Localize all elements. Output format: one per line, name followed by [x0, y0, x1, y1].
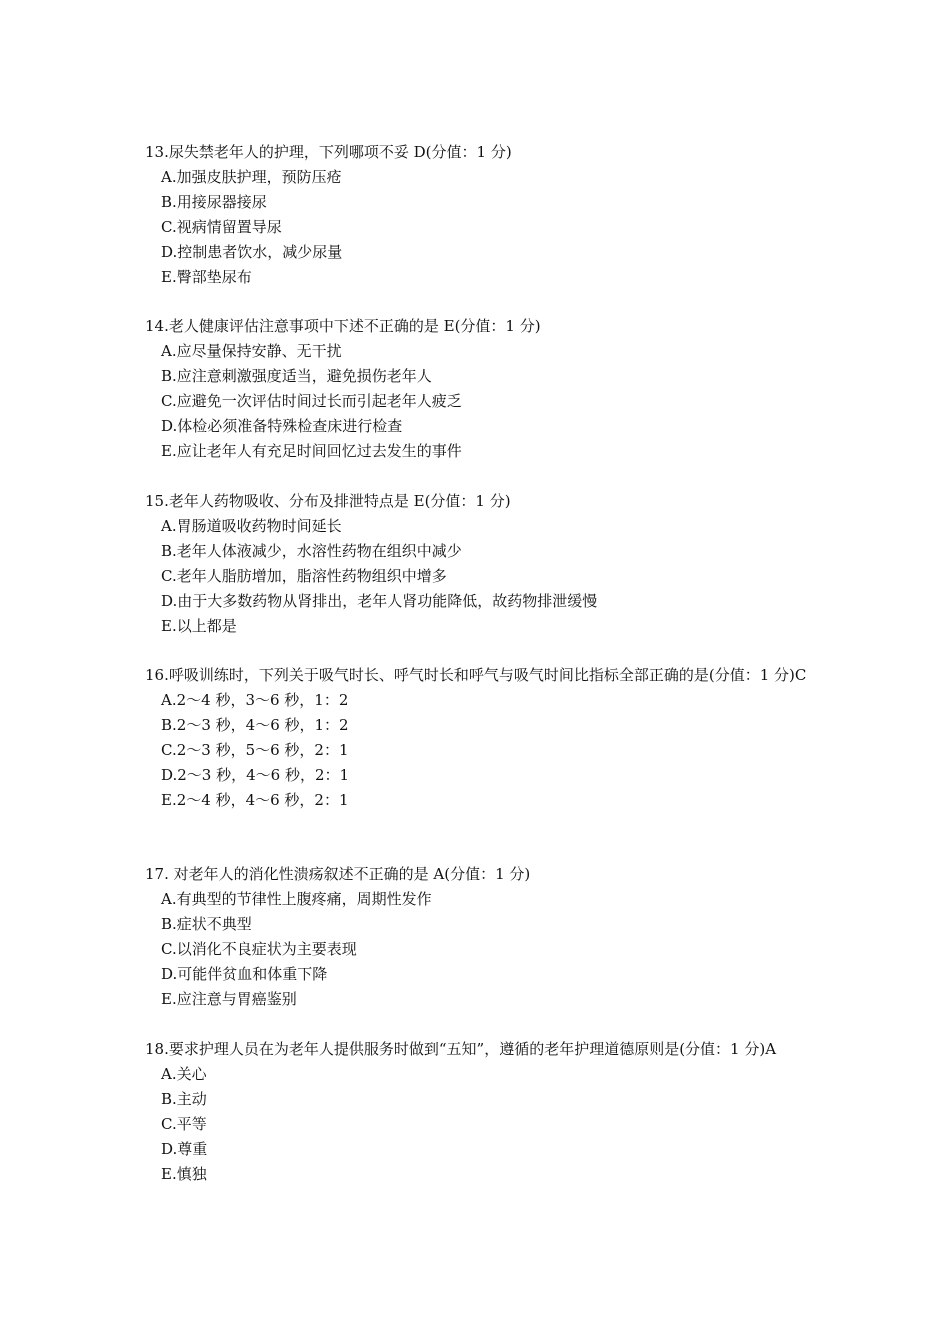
- option-e: E.臀部垫尿布: [161, 268, 252, 286]
- option-list: [145, 688, 815, 813]
- option-c: C.平等: [161, 1115, 207, 1133]
- option-b: B.应注意刺激强度适当，避免损伤老年人: [161, 367, 432, 385]
- question-13: [145, 140, 815, 290]
- option-list: [145, 1062, 815, 1187]
- option-a: A.有典型的节律性上腹疼痛，周期性发作: [161, 890, 432, 908]
- option-e: E.应让老年人有充足时间回忆过去发生的事件: [161, 442, 462, 460]
- question-stem: 18.要求护理人员在为老年人提供服务时做到“五知”，遵循的老年护理道德原则是(分值：1 分)A: [145, 1040, 777, 1058]
- question-16: [145, 663, 815, 813]
- option-e: E.慎独: [161, 1165, 207, 1183]
- option-list: [145, 165, 815, 290]
- question-stem: 15.老年人药物吸收、分布及排泄特点是 E(分值：1 分): [145, 492, 511, 510]
- option-list: [145, 887, 815, 1012]
- option-list: [145, 514, 815, 639]
- question-stem: 17. 对老年人的消化性溃疡叙述不正确的是 A(分值：1 分): [145, 865, 531, 883]
- question-15: [145, 489, 815, 639]
- option-c: C.视病情留置导尿: [161, 218, 282, 236]
- option-e: E.2～4 秒，4～6 秒，2：1: [161, 791, 349, 809]
- option-a: A.关心: [161, 1065, 207, 1083]
- option-a: A.加强皮肤护理，预防压疮: [161, 168, 342, 186]
- option-c: C.以消化不良症状为主要表现: [161, 940, 357, 958]
- option-b: B.用接尿器接尿: [161, 193, 267, 211]
- option-d: D.2～3 秒，4～6 秒，2：1: [161, 766, 350, 784]
- option-b: B.老年人体液减少，水溶性药物在组织中减少: [161, 542, 462, 560]
- option-d: D.可能伴贫血和体重下降: [161, 965, 328, 983]
- question-stem: 16.呼吸训练时，下列关于吸气时长、呼气时长和呼气与吸气时间比指标全部正确的是(分值：1 分)C: [145, 666, 807, 684]
- option-c: C.2～3 秒，5～6 秒，2：1: [161, 741, 349, 759]
- option-c: C.老年人脂肪增加，脂溶性药物组织中增多: [161, 567, 447, 585]
- question-stem: 14.老人健康评估注意事项中下述不正确的是 E(分值：1 分): [145, 317, 541, 335]
- option-c: C.应避免一次评估时间过长而引起老年人疲乏: [161, 392, 462, 410]
- question-stem: 13.尿失禁老年人的护理，下列哪项不妥 D(分值：1 分): [145, 143, 512, 161]
- option-b: B.主动: [161, 1090, 207, 1108]
- option-d: D.体检必须准备特殊检查床进行检查: [161, 417, 403, 435]
- option-b: B.2～3 秒，4～6 秒，1：2: [161, 716, 349, 734]
- option-a: A.应尽量保持安静、无干扰: [161, 342, 342, 360]
- question-17: [145, 862, 815, 1012]
- option-d: D.尊重: [161, 1140, 208, 1158]
- option-b: B.症状不典型: [161, 915, 252, 933]
- option-a: A.胃肠道吸收药物时间延长: [161, 517, 342, 535]
- question-18: [145, 1037, 815, 1187]
- option-e: E.以上都是: [161, 617, 237, 635]
- option-d: D.由于大多数药物从肾排出，老年人肾功能降低，故药物排泄缓慢: [161, 592, 598, 610]
- option-list: [145, 339, 815, 464]
- question-14: [145, 314, 815, 464]
- option-a: A.2～4 秒，3～6 秒，1：2: [161, 691, 349, 709]
- option-e: E.应注意与胃癌鉴别: [161, 990, 297, 1008]
- option-d: D.控制患者饮水，减少尿量: [161, 243, 343, 261]
